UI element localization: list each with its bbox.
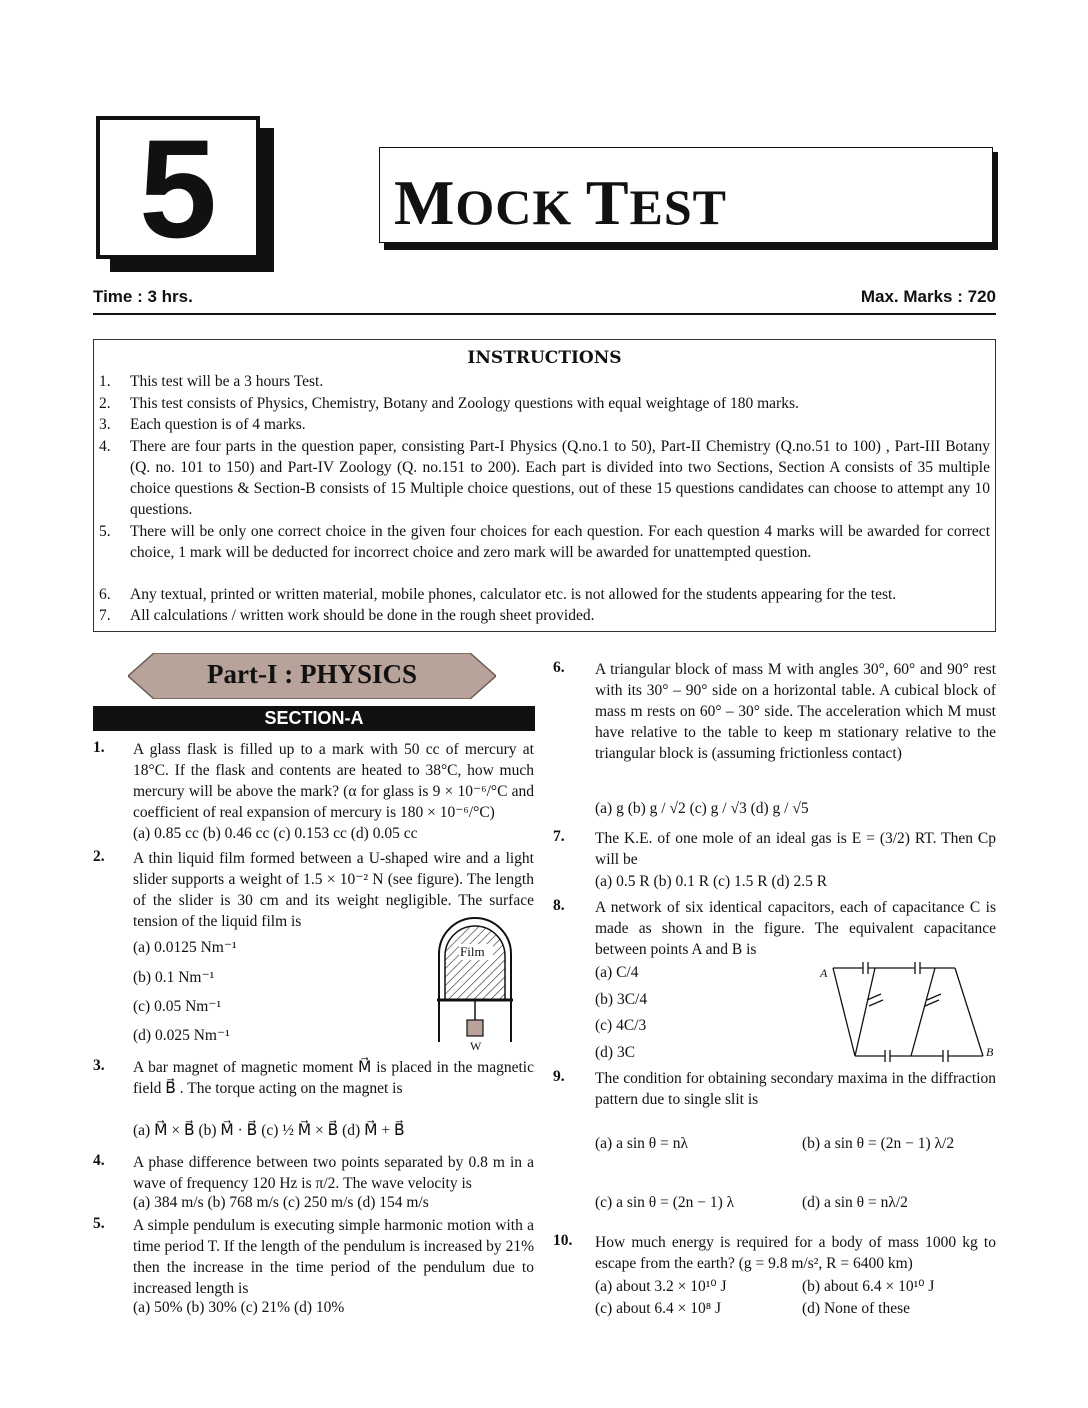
question-number: 4. (93, 1152, 105, 1169)
question-text: How much energy is required for a body of mass 1000 kg to escape from the earth? (g = 9.8 m/s², R = 6400 km) (595, 1234, 996, 1272)
section-heading: SECTION-A (93, 706, 535, 731)
option-d: (d) a sin θ = nλ/2 (802, 1194, 908, 1211)
question-number: 1. (93, 739, 105, 756)
option-d: (d) 3C (595, 1044, 636, 1061)
point-b-label: B (986, 1045, 994, 1059)
option-a: (a) a sin θ = nλ (595, 1135, 688, 1152)
question-text: A phase difference between two points separated by 0.8 m in a wave of frequency 120 Hz is π/2. The wave velocity is (133, 1154, 534, 1192)
option-a: (a) C/4 (595, 964, 639, 981)
film-figure (425, 912, 525, 1056)
question-text: A network of six identical capacitors, each of capacitance C is made as shown in the figure. The equivalent capacitance between points A and B is (595, 899, 996, 958)
option-a: (a) about 3.2 × 10¹⁰ J (595, 1278, 727, 1295)
question-number: 10. (553, 1232, 573, 1249)
question-text: A triangular block of mass M with angles 30°, 60° and 90° rest with its 30° – 90° side on a horizontal table. A cubical block of mass m rests on 60° – 30° side. The acceleration which M must have relative to the table to keep m stationary relative to the triangular block is (assuming frictionless contact) (595, 661, 996, 762)
header-divider (93, 313, 996, 315)
chapter-number-box (96, 110, 260, 267)
question-text: A simple pendulum is executing simple harmonic motion with a time period T. If the length of the pendulum is increased by 21% then the increase in the time period of the pendulum due to increased length is (133, 1217, 534, 1297)
time-label: Time : 3 hrs. (93, 287, 193, 306)
film-label: Film (460, 944, 485, 959)
question-number: 9. (553, 1068, 565, 1085)
option-b: (b) 3C/4 (595, 991, 648, 1008)
question-number: 5. (93, 1215, 105, 1232)
question-number: 6. (553, 659, 565, 676)
capacitor-network-figure (815, 960, 995, 1064)
option-d: (d) None of these (802, 1300, 911, 1317)
question-text: A thin liquid film formed between a U-shaped wire and a light slider supports a weight of 1.5 × 10⁻² N (see figure). The length of the slider is 30 cm and its weight negligible. The surface tension of the liquid film is (133, 850, 534, 930)
point-a-label: A (820, 966, 828, 980)
question-options: (a) M⃗ × B⃗ (b) M⃗ · B⃗ (c) ½ M⃗ × B⃗ (d) M⃗ + B⃗ (133, 1122, 405, 1139)
question-options: (a) 50% (b) 30% (c) 21% (d) 10% (133, 1299, 345, 1316)
question-text: A bar magnet of magnetic moment M⃗ is placed in the magnetic field B⃗ . The torque acting on the magnet is (133, 1059, 534, 1097)
question-text: The K.E. of one mole of an ideal gas is E = (3/2) RT. Then Cp will be (595, 830, 996, 868)
question-number: 8. (553, 897, 565, 914)
option-b: (b) about 6.4 × 10¹⁰ J (802, 1278, 935, 1295)
question-options: (a) 0.85 cc (b) 0.46 cc (c) 0.153 cc (d) 0.05 cc (133, 825, 418, 842)
instructions-box: INSTRUCTIONS 1. This test will be a 3 hours Test. 2. This test consists of Physics, Chemistry, Botany and Zoology questions with equal weightage of 180 marks. 3. Each question is of 4 marks. 4. There are four parts in the question paper, consisting Part-I Physics (Q.no.1 to 50), Part-II Chemistry (Q.no.51 to 100) , Part-III Botany (Q. no. 101 to 150) and Part-IV Zoology (Q. no.151 to 200). Each part is divided into two Sections, Section A consists of 35 multiple choice questions & Section-B consists of 15 Multiple choice questions, out of these 15 questions candidates can choose to attempt any 10 questions. 5. There will be only one correct choice in the given four choices for each question. For each question 4 marks will be awarded for correct choice, 1 mark will be deducted for incorrect choice and zero mark will be awarded for unattempted question. 6. Any textual, printed or written material, mobile phones, calculator etc. is not allowed for the students appearing for the test. 7. All calculations / written work should be done in the rough sheet provided. (93, 339, 996, 632)
part-title: Part-I : PHYSICS (207, 659, 417, 689)
weight-label: W (470, 1039, 482, 1053)
option-a: (a) 0.0125 Nm⁻¹ (133, 939, 237, 956)
option-c: (c) a sin θ = (2n − 1) λ (595, 1194, 735, 1211)
instructions-title: INSTRUCTIONS (467, 348, 622, 368)
option-c: (c) 0.05 Nm⁻¹ (133, 998, 222, 1015)
max-marks-label: Max. Marks : 720 (860, 287, 996, 306)
title-box (379, 147, 993, 243)
question-options: (a) 384 m/s (b) 768 m/s (c) 250 m/s (d) 154 m/s (133, 1194, 429, 1211)
question-number: 7. (553, 828, 565, 845)
option-c: (c) about 6.4 × 10⁸ J (595, 1300, 722, 1317)
question-text: A glass flask is filled up to a mark with 50 cc of mercury at 18°C. If the flask and contents are heated to 38°C, how much mercury will be above the mark? (α for glass is 9 × 10⁻⁶/°C and coefficient of real expansion of mercury is 180 × 10⁻⁶/°C) (133, 741, 534, 821)
question-number: 3. (93, 1057, 105, 1074)
question-options: (a) g (b) g / √2 (c) g / √3 (d) g / √5 (595, 800, 809, 817)
question-number: 2. (93, 848, 105, 865)
question-text: The condition for obtaining secondary maxima in the diffraction pattern due to single slit is (595, 1070, 996, 1108)
option-c: (c) 4C/3 (595, 1017, 647, 1034)
option-b: (b) a sin θ = (2n − 1) λ/2 (802, 1135, 955, 1152)
option-b: (b) 0.1 Nm⁻¹ (133, 969, 215, 986)
page-title: MOCK TEST (394, 167, 728, 238)
chapter-number: 5 (139, 110, 217, 267)
question-options: (a) 0.5 R (b) 0.1 R (c) 1.5 R (d) 2.5 R (595, 873, 828, 890)
option-d: (d) 0.025 Nm⁻¹ (133, 1027, 230, 1044)
